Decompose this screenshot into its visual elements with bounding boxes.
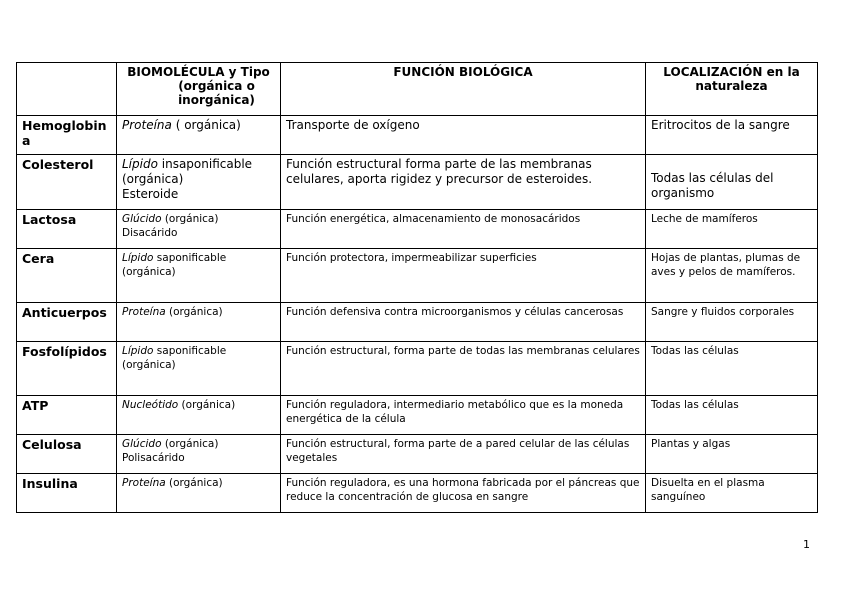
- biomolecule-type: [117, 249, 281, 303]
- type-line2: Polisacárido: [122, 452, 185, 464]
- table-row: [17, 435, 818, 474]
- header-biomolecule: [117, 63, 281, 116]
- biomolecule-name: Celulosa: [17, 435, 117, 474]
- type-category: Proteína: [122, 306, 166, 318]
- location: Leche de mamíferos: [646, 210, 818, 249]
- type-category: Lípido: [122, 345, 154, 357]
- biological-function: Función energética, almacenamiento de monosacáridos: [281, 210, 646, 249]
- table-row: [17, 116, 818, 155]
- biomolecule-name: Anticuerpos: [17, 303, 117, 342]
- type-detail: (orgánica): [161, 438, 219, 450]
- table-row: [17, 303, 818, 342]
- biomolecule-type: [117, 435, 281, 474]
- biological-function: Función protectora, impermeabilizar superficies: [281, 249, 646, 303]
- header-biomolecule-line1: BIOMOLÉCULA y Tipo: [127, 65, 270, 79]
- biological-function: Función estructural forma parte de las membranas celulares, aporta rigidez y precursor de esteroides.: [281, 155, 646, 210]
- biomolecule-type: [117, 303, 281, 342]
- type-category: Lípido: [122, 157, 158, 171]
- biomolecule-type: [117, 210, 281, 249]
- type-detail: (orgánica): [161, 213, 219, 225]
- location: [646, 155, 818, 210]
- table-row: [17, 474, 818, 513]
- header-row: [17, 63, 818, 116]
- table-row: [17, 155, 818, 210]
- header-biomolecule-line2: (orgánica o: [178, 79, 255, 93]
- page-number: 1: [803, 538, 810, 551]
- biological-function: Transporte de oxígeno: [281, 116, 646, 155]
- biomolecule-name: [17, 116, 117, 155]
- biomolecule-name: Lactosa: [17, 210, 117, 249]
- biomolecule-name: Colesterol: [17, 155, 117, 210]
- location: Eritrocitos de la sangre: [646, 116, 818, 155]
- header-function: FUNCIÓN BIOLÓGICA: [281, 63, 646, 116]
- biomolecule-name: Insulina: [17, 474, 117, 513]
- biological-function: Función reguladora, es una hormona fabricada por el páncreas que reduce la concentración de glucosa en sangre: [281, 474, 646, 513]
- location: Todas las células: [646, 342, 818, 396]
- name-line1: Hemoglobin: [22, 118, 107, 133]
- table-row: [17, 210, 818, 249]
- biological-function: Función estructural, forma parte de a pared celular de las células vegetales: [281, 435, 646, 474]
- biomolecules-table: [16, 62, 818, 513]
- type-category: Glúcido: [122, 438, 162, 450]
- biomolecule-name: ATP: [17, 396, 117, 435]
- location: Hojas de plantas, plumas de aves y pelos de mamíferos.: [646, 249, 818, 303]
- biomolecule-type: [117, 474, 281, 513]
- biomolecule-type: [117, 342, 281, 396]
- type-detail: insaponificable: [157, 157, 253, 171]
- table-row: [17, 342, 818, 396]
- type-category: Nucleótido: [122, 399, 179, 411]
- type-detail: ( orgánica): [171, 118, 241, 132]
- type-category: Lípido: [122, 252, 154, 264]
- type-line3: Esteroide: [122, 187, 179, 201]
- biomolecule-name: Cera: [17, 249, 117, 303]
- biomolecule-type: [117, 396, 281, 435]
- header-location: [646, 63, 818, 116]
- type-line2: (orgánica): [122, 359, 176, 371]
- header-location-line2: naturaleza: [695, 79, 768, 93]
- biomolecule-type: [117, 155, 281, 210]
- biomolecule-type: [117, 116, 281, 155]
- table-row: [17, 249, 818, 303]
- biomolecule-name: Fosfolípidos: [17, 342, 117, 396]
- type-detail: saponificable: [153, 252, 227, 264]
- table-row: [17, 396, 818, 435]
- header-biomolecule-line3: inorgánica): [178, 93, 255, 107]
- location: Disuelta en el plasma sanguíneo: [646, 474, 818, 513]
- location: Todas las células: [646, 396, 818, 435]
- biological-function: Función defensiva contra microorganismos y células cancerosas: [281, 303, 646, 342]
- type-category: Proteína: [122, 477, 166, 489]
- biological-function: Función estructural, forma parte de todas las membranas celulares: [281, 342, 646, 396]
- biological-function: Función reguladora, intermediario metabólico que es la moneda energética de la célula: [281, 396, 646, 435]
- type-detail: (orgánica): [165, 477, 223, 489]
- type-detail: (orgánica): [165, 306, 223, 318]
- type-detail: (orgánica): [178, 399, 236, 411]
- type-detail: saponificable: [153, 345, 227, 357]
- location: Plantas y algas: [646, 435, 818, 474]
- header-empty-cell: [17, 63, 117, 116]
- type-line2: (orgánica): [122, 266, 176, 278]
- type-category: Glúcido: [122, 213, 162, 225]
- header-location-line1: LOCALIZACIÓN en la: [663, 65, 800, 79]
- type-category: Proteína: [122, 118, 172, 132]
- type-line2: Disacárido: [122, 227, 178, 239]
- location-text: Todas las células del organismo: [651, 171, 774, 200]
- location: Sangre y fluidos corporales: [646, 303, 818, 342]
- name-line2: a: [22, 133, 31, 148]
- type-line2: (orgánica): [122, 172, 184, 186]
